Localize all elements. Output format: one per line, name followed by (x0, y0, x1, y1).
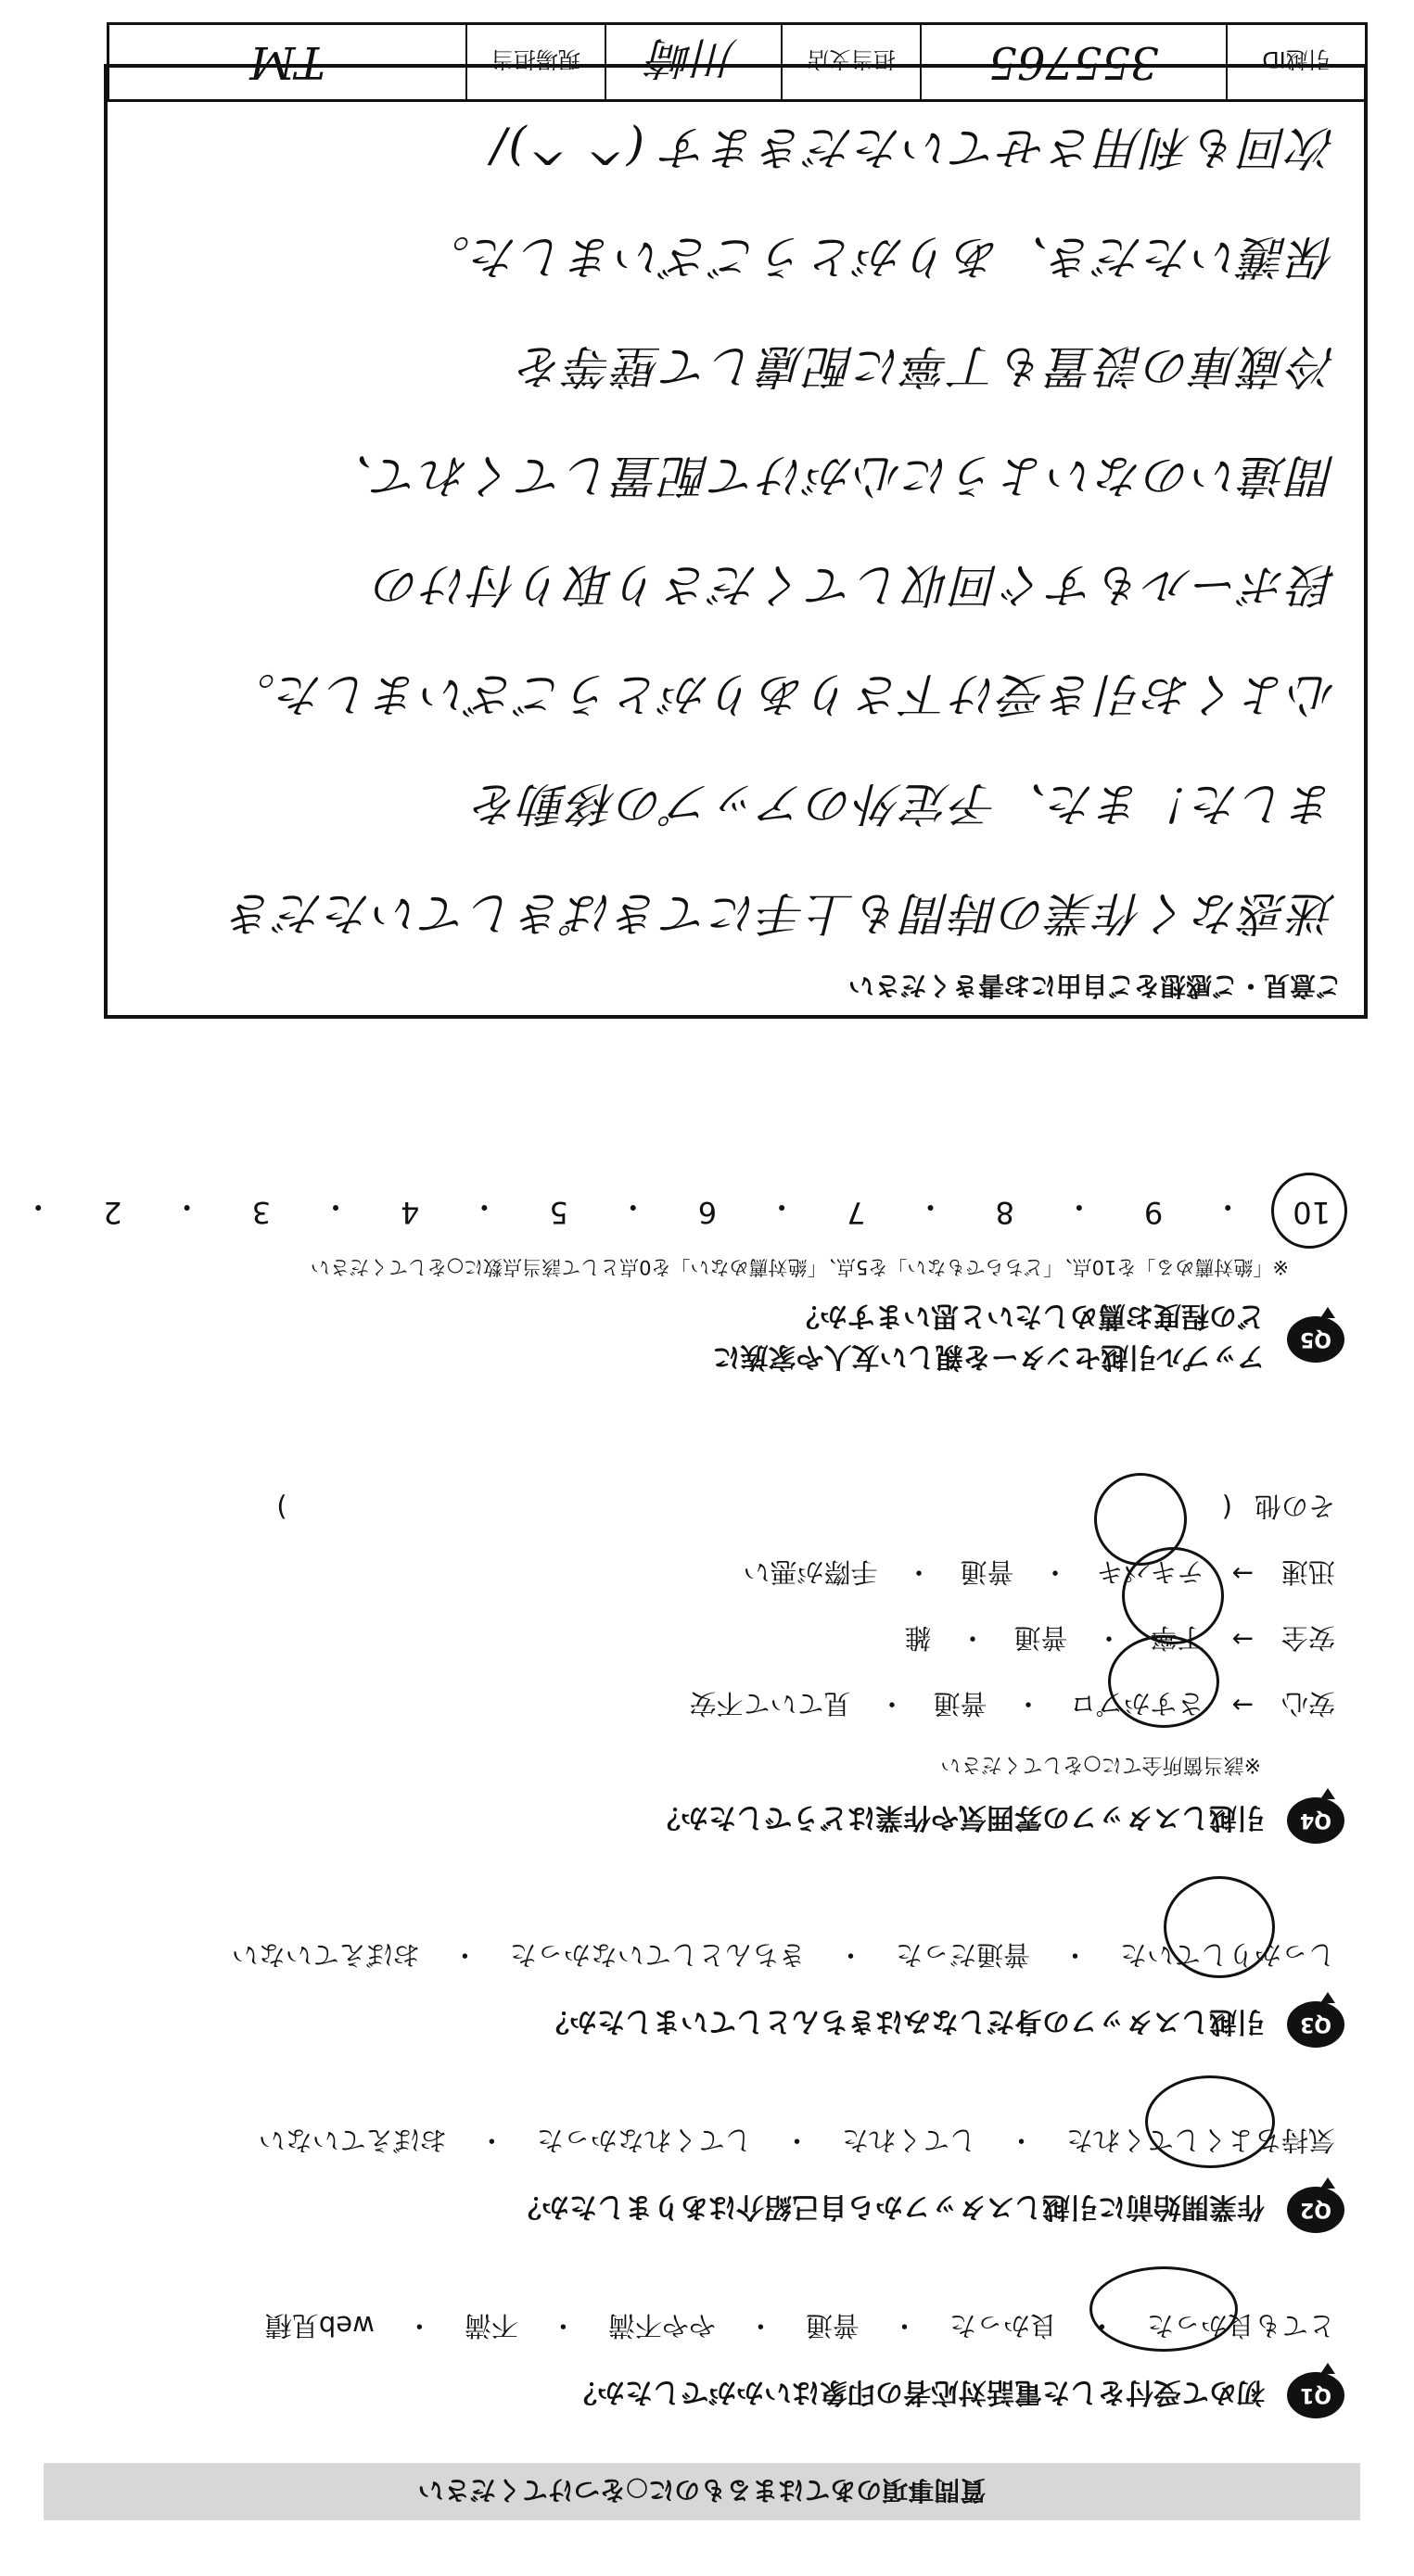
staff-label: 現場担当 (465, 25, 605, 99)
q5-score[interactable]: 7 (847, 1195, 866, 1230)
q3-circle-mark (1164, 1876, 1275, 1978)
comment-line: 冷蔵庫の設置も丁寧に配慮して壁等を (516, 339, 1336, 393)
comment-line: 段ボールもすぐ回収してくださり取り付けの (373, 558, 1336, 612)
q1-badge: Q1 (1287, 2372, 1344, 2418)
q4-other-close: ) (276, 1491, 287, 1524)
q4-option[interactable]: 丁寧 (1150, 1622, 1204, 1654)
q4-other-open: ( (1221, 1491, 1232, 1524)
q3-option[interactable]: 普通だった (895, 1939, 1030, 1971)
q5-score[interactable]: 8 (995, 1195, 1014, 1230)
q1-text: 初めて受付をした電話対応者の印象はいかがでしたか？ (569, 2376, 1265, 2408)
q4-option[interactable]: テキパキ (1096, 1556, 1204, 1588)
q3-text: 引越しスタッフの身だしなみはきちんとしていましたか？ (541, 2005, 1265, 2037)
q4-option[interactable]: 普通 (1013, 1622, 1068, 1654)
q5-badge: Q5 (1287, 1316, 1344, 1363)
comments-box (104, 64, 1368, 1019)
q4-note: ※該当箇所全てに○をしてください (940, 1753, 1261, 1776)
branch-value: 川崎 (605, 25, 781, 99)
q5-score[interactable]: 2 (103, 1195, 122, 1230)
q4-text: 引越しスタッフの雰囲気や作業はどうでしたか？ (653, 1801, 1265, 1834)
q3-option[interactable]: おぼえていない (231, 1939, 420, 1971)
q4-row-anzen: 安全 → 丁寧 ・ 普通 ・ 雑 (276, 1620, 1335, 1658)
q3-option[interactable]: きちんとしていなかった (509, 1939, 806, 1971)
q2-option[interactable]: してくれた (841, 2125, 976, 2156)
q1-option[interactable]: とても良かった (1146, 2310, 1335, 2341)
q1-option[interactable]: 良かった (949, 2310, 1057, 2341)
q2-option[interactable]: おぼえていない (258, 2125, 447, 2156)
arrow-right-icon: → (1231, 1624, 1254, 1655)
q3-badge: Q3 (1287, 2001, 1344, 2048)
q5-score[interactable]: 10 (1293, 1195, 1331, 1230)
branch-label: 担当支店 (781, 25, 920, 99)
q1-option[interactable]: 不満 (464, 2310, 518, 2341)
q4-option[interactable]: 普通 (933, 1688, 987, 1719)
id-value: 355765 (920, 25, 1226, 99)
q2-options: 気持ちよくしてくれた ・ してくれた ・ してくれなかった ・ おぼえていない (259, 2123, 1335, 2161)
comment-line: 迷惑なく作業の時間も上手にてきぱきしていただき (227, 886, 1336, 940)
q2-badge: Q2 (1287, 2187, 1344, 2233)
staff-value: TM (249, 36, 325, 88)
q5-note: ※「絶対薦める」を10点、「どちらでもない」を5点、「絶対薦めない」を0点として該当点数に○をしてください (310, 1256, 1289, 1278)
comment-line: 保護いただき、ありがとうございました。 (422, 230, 1336, 284)
q5-circle-mark (1271, 1173, 1347, 1249)
instruction-banner: 質問事項のあてはまるものに○をつけてください (44, 2463, 1360, 2520)
q4-option[interactable]: 普通 (960, 1556, 1014, 1588)
q1-option[interactable]: 普通 (805, 2310, 860, 2341)
q2-text: 作業開始前に引越しスタッフから自己紹介はありましたか？ (514, 2190, 1265, 2223)
q3-options: しっかりしていた ・ 普通だった ・ きちんとしていなかった ・ おぼえていない (232, 1937, 1335, 1975)
q4-row-jinsoku: 迅速 → テキパキ ・ 普通 ・ 手際が悪い (276, 1554, 1335, 1593)
comment-line: 次回も利用させていただきます (^ ^)/ (489, 121, 1336, 174)
q5-score[interactable]: 4 (401, 1195, 420, 1230)
q1-option[interactable]: web見積 (264, 2310, 375, 2341)
q4-row-label: 安心 (1280, 1688, 1335, 1719)
id-label: 引越ID (1226, 25, 1365, 99)
q2-option[interactable]: してくれなかった (536, 2125, 752, 2156)
q4-row-anshin: 安心 → さすがプロ ・ 普通 ・ 見ていて不安 (276, 1686, 1335, 1724)
q1-circle-mark (1089, 2266, 1238, 2352)
q5-score[interactable]: 9 (1143, 1195, 1164, 1230)
q4-circle-mark-3 (1094, 1473, 1187, 1566)
comment-line: ました！また、予定外のアップの移動を (471, 777, 1336, 831)
q4-option[interactable]: 雑 (904, 1622, 932, 1654)
q5-score[interactable]: 3 (251, 1195, 272, 1230)
q5-text-line1: アップル引越センターを親しい友人や家族に (712, 1340, 1265, 1373)
q2-circle-mark (1145, 2075, 1275, 2168)
q5-score[interactable]: 6 (697, 1195, 718, 1230)
q1-option[interactable]: やや不満 (607, 2310, 716, 2341)
comment-line: 間違いのないように心がけて配置してくれて、 (325, 449, 1336, 502)
q4-other-label: その他 (1254, 1491, 1335, 1522)
comment-line: 心よくお引き受け下さりありがとうございました。 (227, 667, 1336, 721)
question-5 (311, 1254, 1344, 1380)
q4-badge: Q4 (1287, 1797, 1344, 1844)
arrow-right-icon: → (1231, 1558, 1254, 1589)
q3-option[interactable]: しっかりしていた (1119, 1939, 1335, 1971)
comments-title: ご意見・ご感想をご自由にお書きください (847, 971, 1342, 1001)
arrow-right-icon: → (1231, 1690, 1254, 1720)
q4-option[interactable]: 手際が悪い (743, 1556, 878, 1588)
q5-text-line2: どの程度お薦めしたいと思いますか？ (792, 1300, 1265, 1332)
q4-row-label: 迅速 (1280, 1556, 1335, 1588)
q1-options: とても良かった ・ 良かった ・ 普通 ・ やや不満 ・ 不満 ・ web見積 (265, 2308, 1335, 2346)
q2-option[interactable]: 気持ちよくしてくれた (1065, 2125, 1335, 2156)
q4-row-label: 安全 (1280, 1622, 1335, 1654)
q4-option[interactable]: さすがプロ (1069, 1688, 1204, 1719)
q4-option[interactable]: 見ていて不安 (689, 1688, 851, 1719)
q4-circle-mark-1 (1108, 1635, 1219, 1728)
q5-score[interactable]: 5 (549, 1195, 568, 1230)
q5-scale: 10 ・ 9 ・ 8 ・ 7 ・ 6 ・ 5 ・ 4 ・ 3 ・ 2 ・ (23, 1189, 1331, 1230)
